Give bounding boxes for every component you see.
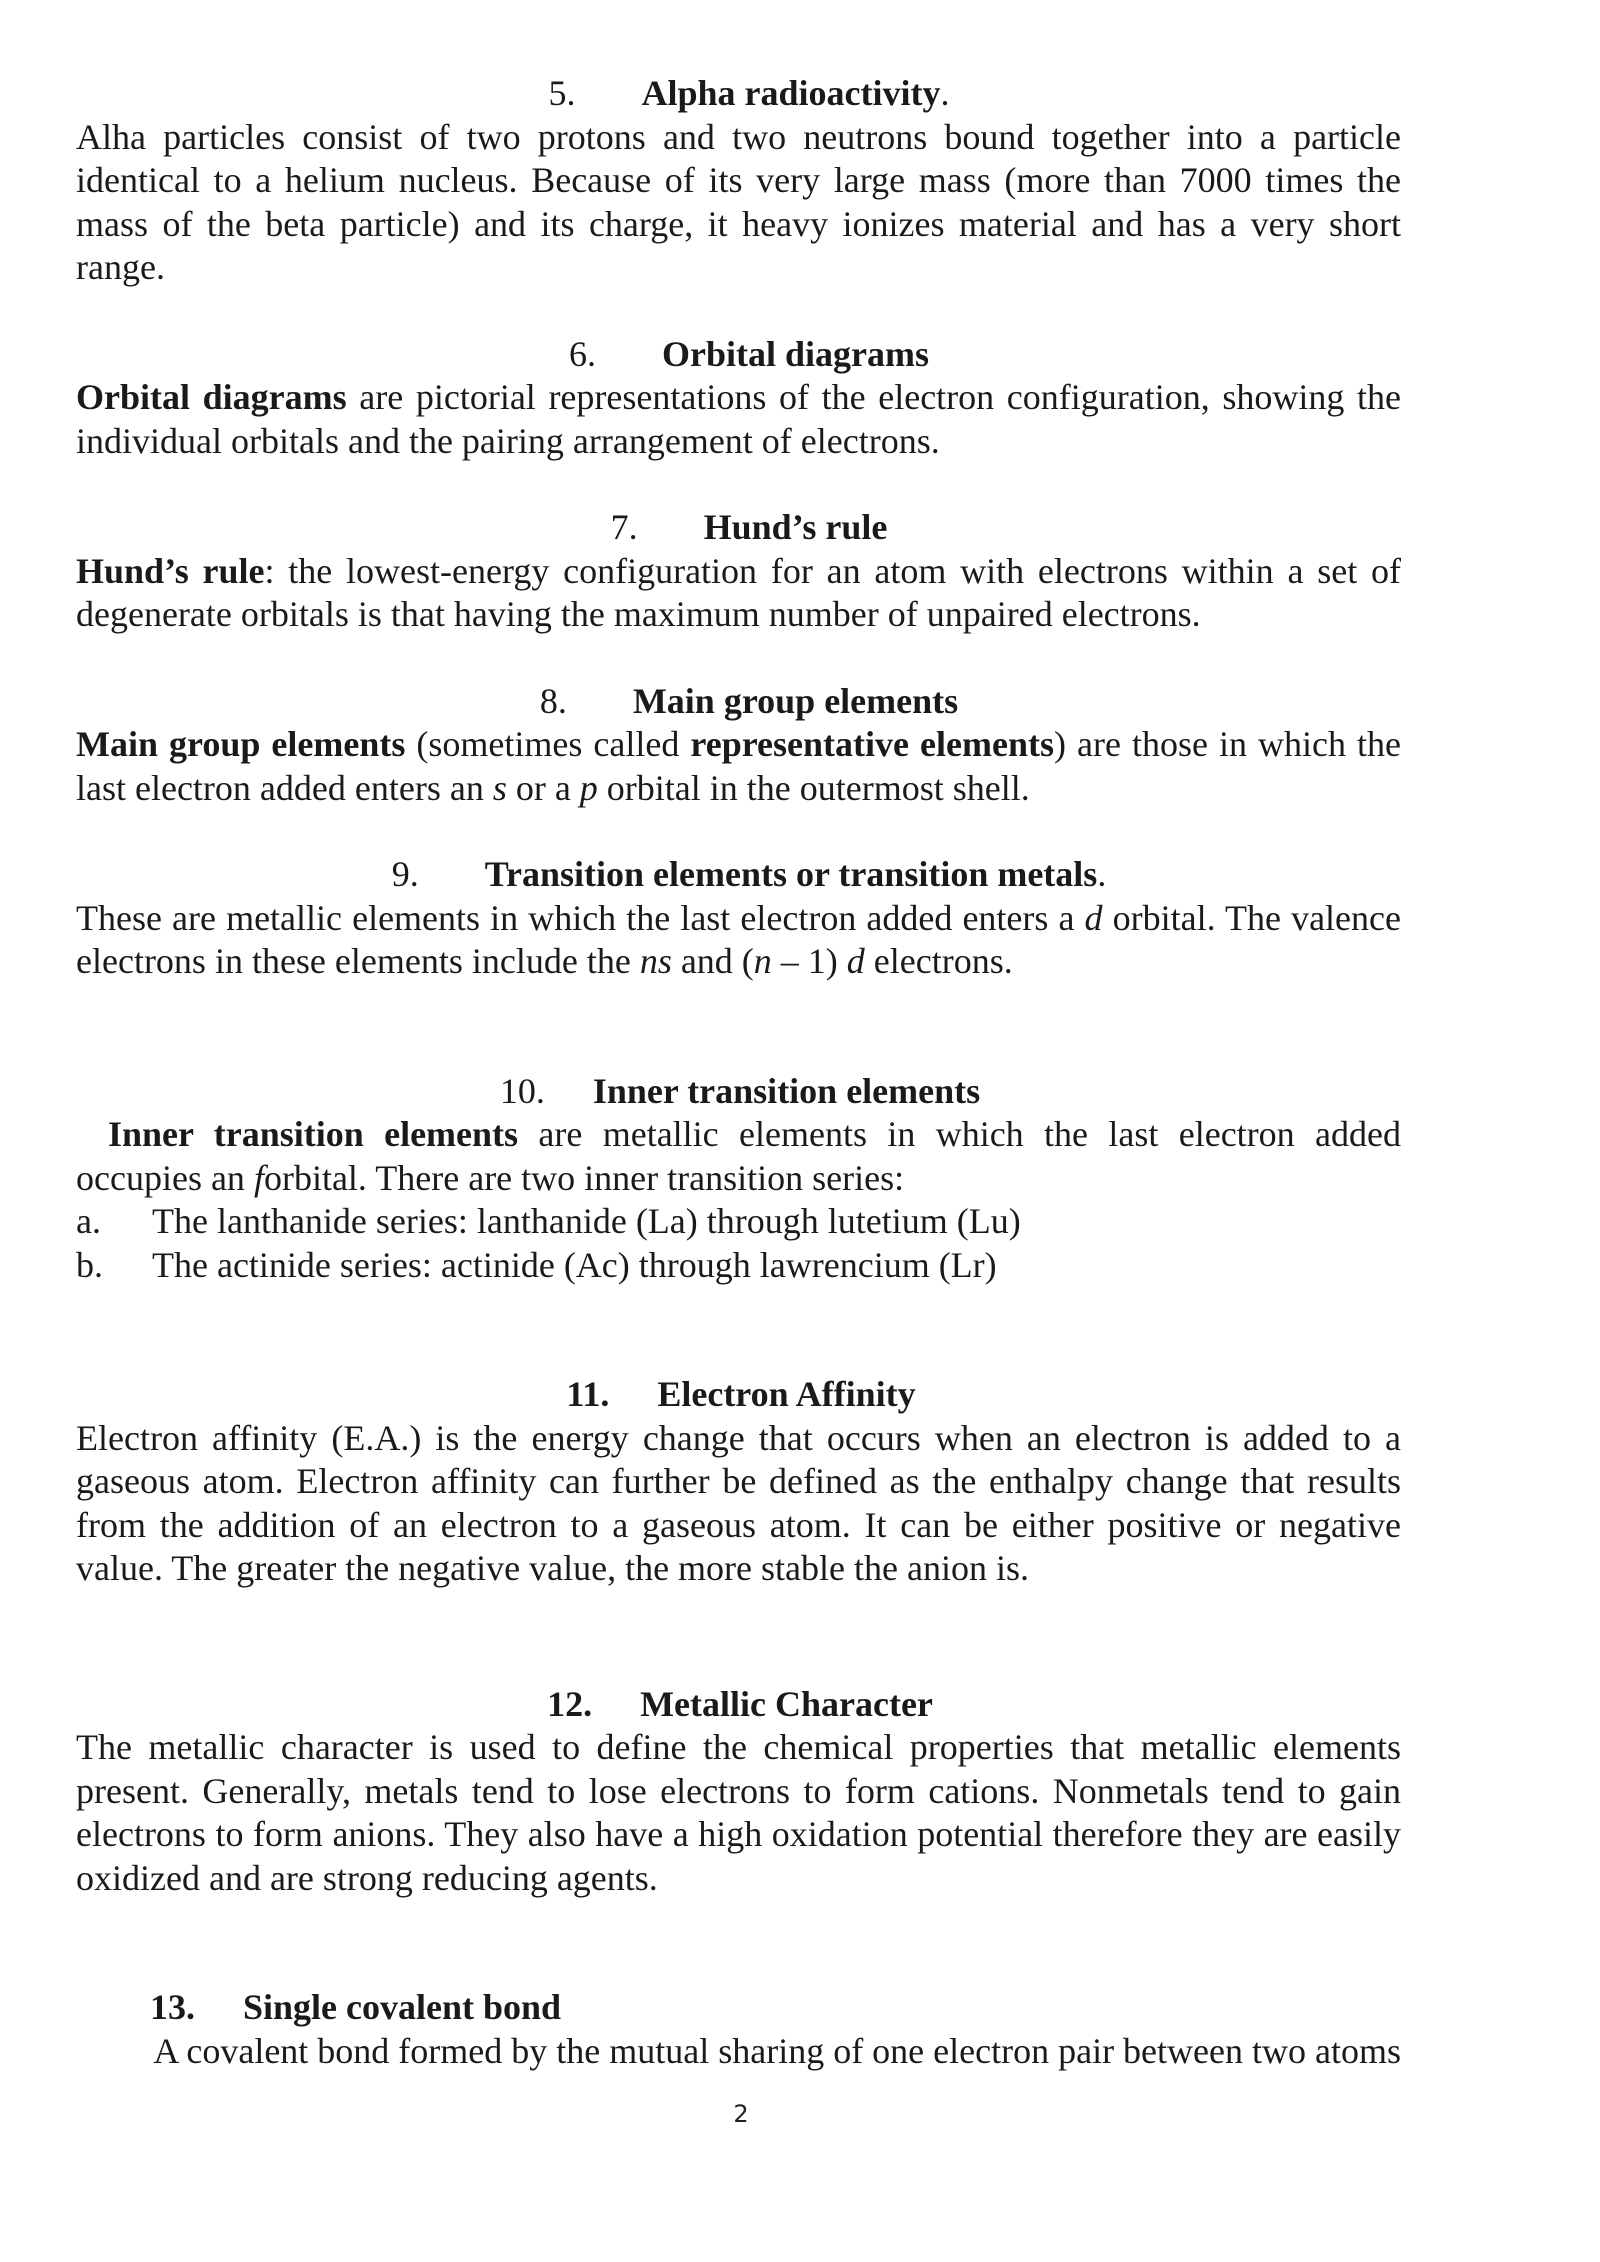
- section-number: 11.: [566, 1374, 610, 1414]
- orbital-label: f: [253, 1157, 264, 1198]
- body-text: (sometimes called: [405, 724, 691, 764]
- section-11-heading: [76, 1373, 1401, 1417]
- section-number: 12.: [547, 1683, 593, 1724]
- section-title: Electron Affinity: [657, 1374, 916, 1414]
- section-number: 9.: [391, 854, 419, 894]
- body-text: ) are those in which the last electron added enters an: [76, 724, 1401, 808]
- section-number: 7.: [610, 507, 638, 547]
- body-text: or a: [506, 767, 580, 808]
- list-item-text: The lanthanide series: lanthanide (La) through lutetium (Lu): [152, 1201, 1021, 1241]
- section-11-body: Electron affinity (E.A.) is the energy change that occurs when an electron is added to a gaseous atom. Electron affinity can further be defined as the enthalpy change that results from the addition of an electron to a gaseous atom. It can be either positive or negative value. The greater the negative value, the more stable the anion is.: [76, 1417, 1401, 1588]
- section-10-heading: [76, 1070, 1401, 1114]
- orbital-label: d: [1084, 897, 1103, 938]
- section-number: 10.: [499, 1070, 545, 1111]
- section-7-heading: [76, 506, 1401, 550]
- term: Inner transition elements: [108, 1114, 519, 1154]
- orbital-label: p: [579, 767, 598, 808]
- list-marker: a.: [76, 1201, 101, 1241]
- orbital-label: s: [492, 767, 507, 808]
- body-text: : the lowest-energy configuration for an atom with electrons within a set of degenerate orbitals is that having the maximum number of unpaired electrons.: [76, 550, 1401, 634]
- orbital-label: ns: [639, 941, 672, 981]
- term: Orbital diagrams: [76, 377, 347, 417]
- section-number: 5.: [548, 73, 576, 113]
- section-7-body: [76, 550, 1401, 637]
- term: representative elements: [690, 724, 1054, 764]
- list-marker: b.: [76, 1244, 103, 1285]
- section-9-heading: [76, 853, 1401, 897]
- document-page: [76, 72, 1401, 2073]
- section-number: 13.: [150, 1987, 195, 2027]
- section-number: 8.: [539, 680, 567, 721]
- term: Hund’s rule: [76, 550, 265, 591]
- section-5-body: Alha particles consist of two protons and two neutrons bound together into a particle identical to a helium nucleus. Because of its very large mass (more than 7000 times the mass of the beta particle) and its charge, it heavy ionizes material and has a very short range.: [76, 116, 1401, 287]
- section-title: Alpha radioactivity: [641, 73, 941, 113]
- section-6-heading: [76, 333, 1401, 377]
- section-title: Hund’s rule: [703, 507, 888, 547]
- section-12-heading: [76, 1683, 1401, 1727]
- body-text: are metallic elements in which the last electron added occupies an: [76, 1114, 1401, 1198]
- body-text: electrons.: [864, 941, 1013, 981]
- section-6-body: [76, 376, 1401, 463]
- section-10-body: [76, 1113, 1401, 1200]
- section-9-body: [76, 897, 1401, 984]
- title-suffix: .: [1097, 854, 1107, 894]
- list-item: [76, 1244, 1401, 1288]
- section-title: Metallic Character: [640, 1683, 933, 1724]
- body-text: and (: [671, 941, 754, 981]
- section-8-heading: [76, 680, 1401, 724]
- section-title: Transition elements or transition metals: [484, 854, 1098, 894]
- section-title: Orbital diagrams: [662, 333, 929, 374]
- section-number: 6.: [569, 333, 596, 374]
- section-title: Single covalent bond: [243, 1987, 562, 2027]
- body-text: orbital. The valence electrons in these elements include the: [76, 897, 1401, 981]
- section-8-body: [76, 723, 1401, 810]
- variable-label: n: [753, 941, 772, 981]
- list-item-text: The actinide series: actinide (Ac) through lawrencium (Lr): [152, 1244, 997, 1285]
- body-text: – 1): [771, 941, 847, 981]
- term: Main group elements: [76, 724, 406, 764]
- body-text: orbital in the outermost shell.: [597, 767, 1030, 808]
- orbital-label: d: [846, 941, 865, 981]
- section-title: Inner transition elements: [592, 1070, 981, 1111]
- page-number: 2: [733, 2100, 749, 2128]
- body-text: These are metallic elements in which the last electron added enters a: [76, 897, 1085, 938]
- section-12-body: The metallic character is used to define the chemical properties that metallic elements present. Generally, metals tend to lose electrons to form cations. Nonmetals tend to gain electrons to form anions. They also have a high oxidation potential therefore they are easily oxidized and are strong reducing agents.: [76, 1727, 1401, 1898]
- list-item: [76, 1200, 1401, 1244]
- body-text: are pictorial representations of the electron configuration, showing the individual orbitals and the pairing arrangement of electrons.: [76, 377, 1402, 461]
- section-13-heading: [76, 1986, 1401, 2030]
- section-13-body: A covalent bond formed by the mutual sharing of one electron pair between two atoms: [153, 2030, 1401, 2071]
- section-title: Main group elements: [632, 680, 959, 721]
- section-5-heading: [76, 72, 1401, 116]
- body-text: orbital. There are two inner transition series:: [263, 1157, 905, 1198]
- title-suffix: .: [940, 73, 950, 113]
